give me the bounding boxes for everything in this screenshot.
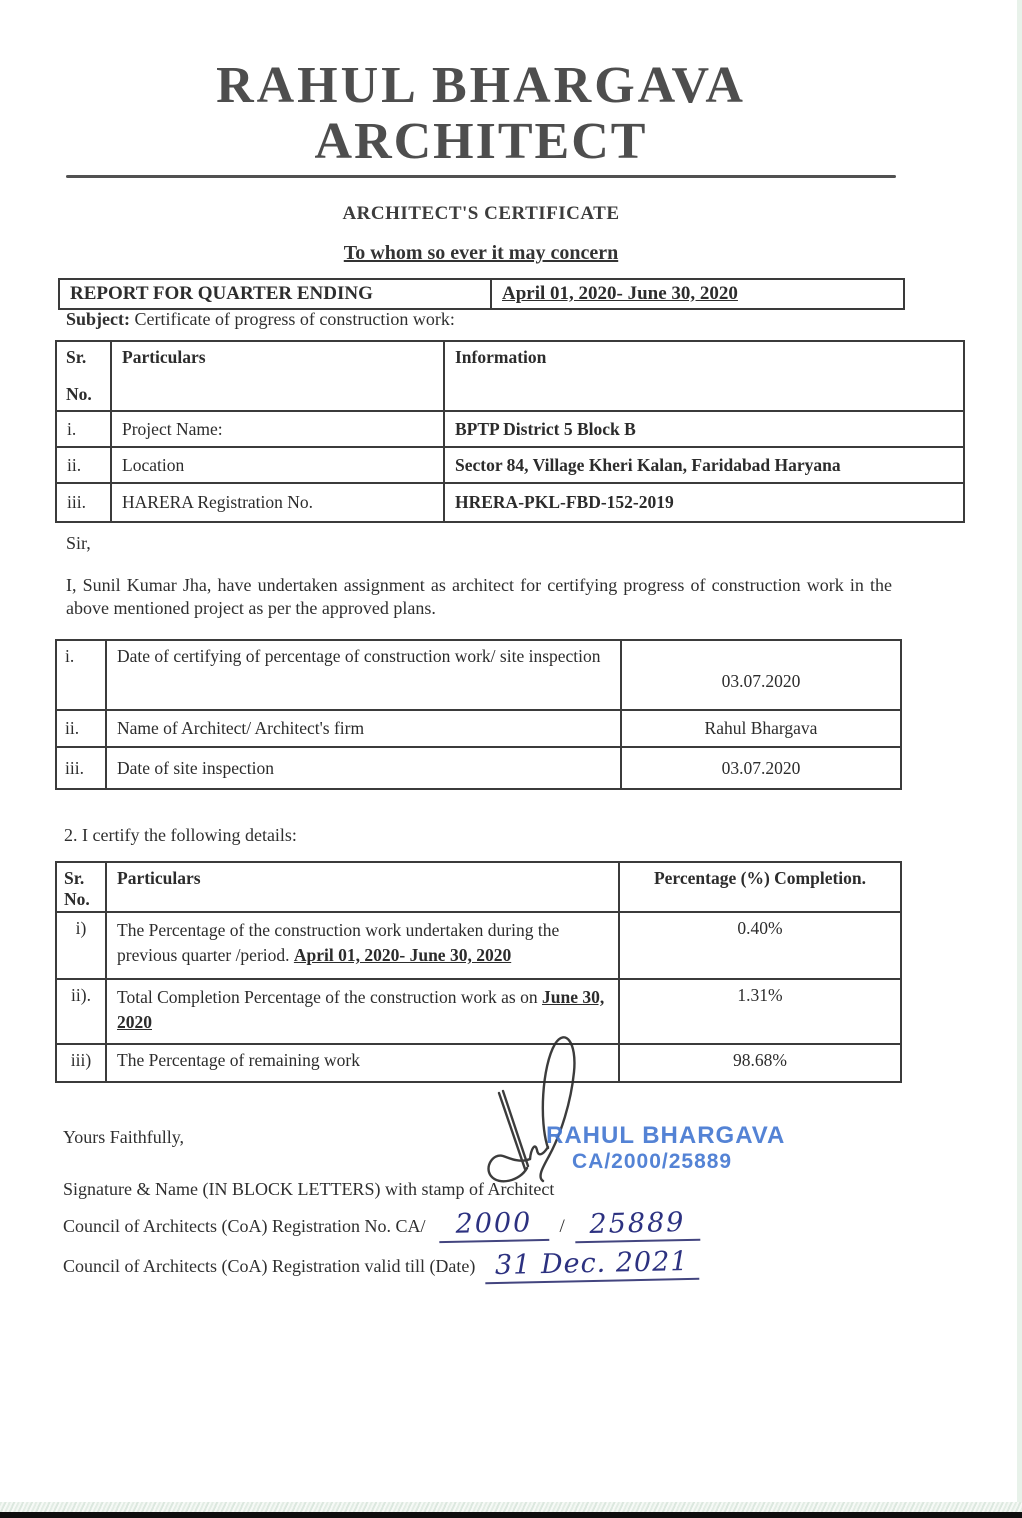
table-row: iii. HARERA Registration No. HRERA-PKL-FBD-152-2019 — [56, 483, 964, 522]
subject-text: Certificate of progress of construction work: — [130, 309, 455, 329]
salutation: Sir, — [66, 533, 91, 553]
letterhead-name: RAHUL BHARGAVA — [216, 57, 746, 114]
coa-registration-line — [63, 1206, 700, 1242]
progress-table-header-percentage: Percentage (%) Completion. — [619, 862, 901, 912]
report-quarter-banner — [58, 278, 905, 310]
table-row: ii. Location Sector 84, Village Kheri Kalan, Faridabad Haryana — [56, 447, 964, 483]
table-row: ii. Name of Architect/ Architect's firm Rahul Bhargava — [56, 710, 901, 747]
coa-validity-date: 31 Dec. 2021 — [485, 1248, 699, 1284]
certify-heading: 2. I certify the following details: — [64, 825, 297, 845]
project-info-table — [55, 340, 965, 523]
valediction: Yours Faithfully, — [63, 1127, 185, 1147]
table-row: iii) The Percentage of remaining work 98.68% — [56, 1044, 901, 1082]
letterhead-divider — [66, 175, 896, 178]
scan-bottom-texture — [0, 1502, 1022, 1512]
concern-line: To whom so ever it may concern — [343, 242, 619, 264]
report-quarter-period: April 01, 2020- June 30, 2020 — [502, 283, 738, 304]
progress-table-header-particulars: Particulars — [106, 862, 619, 912]
report-quarter-label: REPORT FOR QUARTER ENDING — [60, 280, 492, 308]
coa-validity-label: Council of Architects (CoA) Registration valid till (Date) — [63, 1256, 476, 1276]
scan-edge-band — [1017, 0, 1022, 1503]
table-row: i. Project Name: BPTP District 5 Block B — [56, 411, 964, 447]
certificate-title: ARCHITECT'S CERTIFICATE — [342, 203, 620, 224]
project-table-header-sr: Sr. No. — [56, 341, 111, 411]
scan-bottom-bar — [0, 1512, 1022, 1518]
coa-registration-label: Council of Architects (CoA) Registration No. CA/ — [63, 1216, 426, 1236]
progress-table-header-sr: Sr. No. — [56, 862, 106, 912]
coa-registration-separator: / — [559, 1216, 565, 1237]
letterhead-profession: ARCHITECT — [314, 113, 648, 170]
coa-registration-part1: 2000 — [439, 1209, 550, 1243]
inspection-table — [55, 639, 902, 790]
table-row: i) The Percentage of the construction work undertaken during the previous quarter /period. April 01, 2020- June 30, 2020 0.40% — [56, 912, 901, 979]
subject-line — [66, 309, 455, 330]
architect-stamp-number: CA/2000/25889 — [572, 1150, 733, 1173]
coa-registration-part2: 25889 — [574, 1209, 700, 1244]
table-row: ii). Total Completion Percentage of the construction work as on June 30, 2020 1.31% — [56, 979, 901, 1044]
signature-scribble — [478, 1028, 600, 1200]
table-row: i. Date of certifying of percentage of construction work/ site inspection 03.07.2020 — [56, 640, 901, 710]
signature-caption: Signature & Name (IN BLOCK LETTERS) with stamp of Architect — [63, 1179, 555, 1199]
coa-validity-line — [63, 1245, 699, 1282]
table-row: iii. Date of site inspection 03.07.2020 — [56, 747, 901, 789]
architect-stamp-name: RAHUL BHARGAVA — [546, 1122, 786, 1149]
project-table-header-information: Information — [444, 341, 964, 411]
letter-body: I, Sunil Kumar Jha, have undertaken assignment as architect for certifying progress of construction work in the above mentioned project as per the approved plans. — [66, 575, 892, 618]
subject-label: Subject: — [66, 309, 130, 329]
project-table-header-particulars: Particulars — [111, 341, 444, 411]
